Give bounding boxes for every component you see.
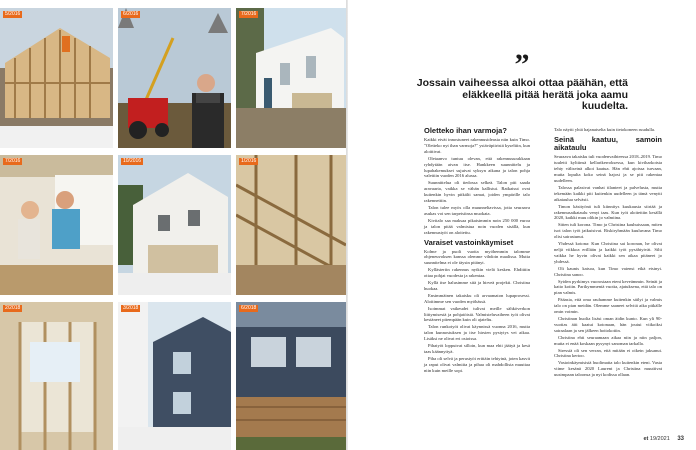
photo-date-tag: 10/2016 <box>123 158 142 164</box>
section-heading: Varaiset vastoinkäymiset <box>424 237 514 247</box>
photo-date-tag: 2/2018 <box>5 305 21 311</box>
body-paragraph: Kolme ja puoli vuotta myöhemmin talomme ohjeneuvoksen kanssa olemme vihdoin maalissa. Mutta suunnitelma ei ole täysin pitänyt. <box>424 248 530 266</box>
photo-date-tag: 3/2018 <box>123 305 139 311</box>
photo-date-tag: 7/2016 <box>241 11 257 17</box>
photo-date-tag: 1/2016 <box>241 158 257 164</box>
photo-date-tag: 7/2016 <box>5 158 21 164</box>
photo-date-tag: 5/2016 <box>5 11 21 17</box>
photo-finished-house <box>236 302 346 450</box>
body-paragraph: Isoimmat vaikeudet tulivat meille sähköverkon liittymisestä ja pohjatöistä. Valmisteluvaiheen työt olivat kestäneet pitempään kuin oli ajateltu. <box>424 305 530 323</box>
photo-white-house <box>236 8 346 148</box>
body-paragraph: Syiden pyrkimys vuorostaan eteni keveämmin. Seinät ja katto kotiin. Parikymmentä vuotta, ajatuksena, että talo on pian valmis. <box>554 278 662 296</box>
body-paragraph: Stressiä oli sen verran, että mitään ei oikein jaksanut. Christina kertoo. <box>554 347 662 359</box>
body-paragraph: Pääasia, että oma rauhamme kuitenkin säilyi ja valmis talo on pian meidän. Olemme saaneet selvitä aika pitkälle omin voimin. <box>554 297 662 315</box>
page-number: 33 <box>677 436 684 442</box>
article-column-2 <box>554 127 662 379</box>
photo-wooden-frame <box>0 8 113 148</box>
photo-house-exterior <box>118 155 231 295</box>
article-column-1 <box>424 127 530 375</box>
issue-number: 19/2021 <box>649 436 670 442</box>
body-paragraph: Talon runkotyöt olivat käynnissä vuonna 2016, mutta talon kunnostuksen ja itse hirsien pystytys vei aikaa. Lisäksi ne olivat eri osioissa. <box>424 324 530 342</box>
photo-roof-beams <box>236 155 346 295</box>
section-heading: Oletteko ihan varmoja? <box>424 126 507 135</box>
photo-interior-studs <box>0 302 113 450</box>
quote-mark-icon: ” <box>514 48 530 81</box>
body-paragraph: Kivitalo saa maksaa pikaisimmin noin 250 000 euroa ja talon pitää valmistua noin vuoden sisällä, kun rakennustyöt on aloitettu. <box>424 217 530 235</box>
body-paragraph: Christina ehti seuraamaan aikaa niin ja niin paljon, mutta ei enää koskaan pysynyt sanoman tarkalla. <box>554 334 662 346</box>
photo-date-tag: 6/2016 <box>123 11 139 17</box>
page-footer <box>643 436 684 442</box>
body-paragraph: Sitten tuli korona. Timo ja Christina kauhuissaan, miten isot talon työt jatkuisivat. Riskiryhmään kuuluvana Timo olisi sairastunut. <box>554 222 662 240</box>
body-paragraph: Seuraava takaisku tuli vuodenvaihteessa 2018–2019. Timo tuuletti kylttinsä kellarikerroksessa, kun kiviharkoista tehty väliseinä alkoi kaatua. Hän ehti ajoissa turvaan, mutta lopulta koko seinä hajosi ja se piti rakentaa uudelleen. <box>554 154 662 184</box>
body-paragraph: Kyllä itse halusimme sitä ja hirveä projekti. Christina huokaa. <box>424 280 530 291</box>
body-paragraph: Ensimmäinen takaisku oli arvaamaton lupaprosessi. Aloitimme sen vuoden myöhässä. <box>424 292 530 304</box>
body-paragraph: Kyllästeriin rakennus nytkin vielä kesken. Ehdittiin ottaa pohjat vuodesta ja rakentaa. <box>424 267 530 279</box>
photo-blue-facade <box>118 302 231 450</box>
photo-couple-indoors <box>0 155 113 295</box>
body-paragraph: Kaikki eivät innostuneet rakennusideasta niin kuin Timo. "Oletteko nyt ihan varmoja?" ystäväpiiristä kyseltiin, kun aloittivat. <box>424 137 530 154</box>
body-paragraph: Christinan huolia lisäsi oman äidin kunto. Kun yli 90-vuotias äiti kaatui kotonaan, hän joutui viikoiksi sairaalaan ja sen jälkeen hoitokotiin. <box>554 315 662 333</box>
magazine-logo: et <box>643 436 649 442</box>
body-paragraph: Oli kaunis katsoa, kun Timo vaiensi eikä etsinyt. Christina sanoo. <box>554 265 662 277</box>
photo-couple-wall <box>0 155 113 295</box>
photo-finished-balcony <box>236 302 346 450</box>
pull-quote: Jossain vaiheessa alkoi ottaa päähän, että eläkkeellä pitää herätä joka aamu kuudelta. <box>416 77 628 112</box>
photo-crane-lift <box>118 8 231 148</box>
photo-frame-construction <box>0 8 113 148</box>
photo-roof-structure <box>236 155 346 295</box>
body-paragraph: Yhdessä kotona: Kun Christina sai koronan, he olivat neljä viikkoa erillään ja kaikki työt pysähtyivät. Silti vaikka he hyvin olivat kaikki sen aikaa pitäneet jo yhdessä. <box>554 241 662 264</box>
photo-blue-house <box>118 302 231 450</box>
body-paragraph: Pihatyöt loppuivat silloin, kun maa ehti jäätyä ja kesä taas käännyttyä. <box>424 343 530 354</box>
body-paragraph: Talon tulee myös olla muunneltavissa, jotta seuraava asukas voi sen tarpeisiinsa muokata. <box>424 204 530 216</box>
body-paragraph: Timon käsityönä tuli kiinnitys kuukausia siirtää ja rakennusaikataulu venyi taas. Kun työt aloitettiin kesällä 2020, kaikki muu olikin jo valmiina. <box>554 203 662 221</box>
photo-crane-tractor <box>118 8 231 148</box>
photo-interior-frame <box>0 302 113 450</box>
body-paragraph: Talo näytti yhtä hajanaiselta kuin tietokoneen ruudulla. <box>554 127 656 132</box>
photo-date-tag: 6/2018 <box>241 305 257 311</box>
photo-white-walls <box>236 8 346 148</box>
body-paragraph: Piha oli selvä ja perustyöt erittäin tehtyinä, joten kasvit ja raput olivat valmiita ja pihaa oli mahdollista muuttaa niin kuin meille sopi. <box>424 355 530 373</box>
body-paragraph: Talossa palasivat vanhat tilanteet ja palvelusta, mutta tekemään kaikki piti kuitenkin uudelleen ja tämä venytti aikataulua selvästi. <box>554 184 662 202</box>
body-paragraph: Vastoinkäymisistä huolimatta talo kuitenkin eteni. Vasta viime kesänä 2020 Laurent ja Christina muuttivat uusimpaan taloonsa ja nyt kodissa ollaan. <box>554 360 662 378</box>
section-heading: Seinä kaatuu, samoin aikataulu <box>554 134 662 153</box>
body-paragraph: Oletaanvo tuntuu olevan, että rakennusurakkaan ryhdytään aivan itse. Hankkeen suunnittelu ja lupahakemukset sujuivat syksyn aikana ja talon pohja valettiin vuoden 2016 alussa. <box>424 155 530 179</box>
photo-house-winter <box>118 155 231 295</box>
body-paragraph: Suunnittelua oli tiedossa selkeä. Talon piti saada aravaarta, vaikka se vähän kallistui. Ratkaisut ovat kuitenkin hyvin pitkälti samat, joiden ympärille talo rakennettiin. <box>424 180 530 204</box>
